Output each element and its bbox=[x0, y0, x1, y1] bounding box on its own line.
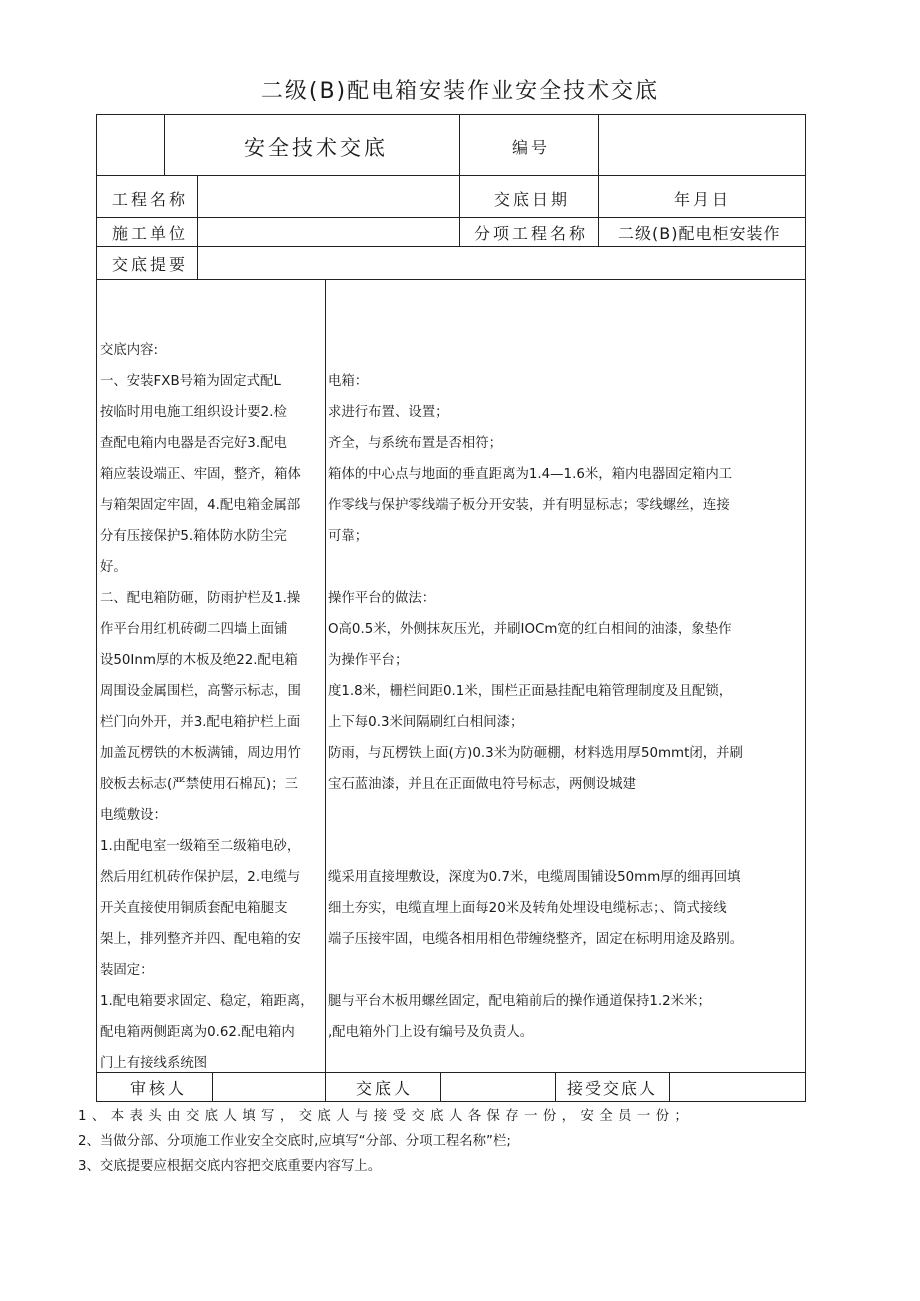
left-line: 设50Inm厚的木板及绝22.配电箱 bbox=[100, 653, 298, 668]
left-line: 与箱架固定牢固，4.配电箱金属部 bbox=[100, 498, 301, 513]
footnote-3: 3、交底提要应根据交底内容把交底重要内容写上。 bbox=[78, 1159, 382, 1174]
date-field[interactable]: 年月日 bbox=[674, 190, 732, 209]
right-line bbox=[328, 552, 803, 583]
sub-project-label: 分项工程名称 bbox=[474, 224, 589, 243]
footnote-1: 1、本表头由交底人填写，交底人与接受交底人各保存一份，安全员一份； bbox=[78, 1109, 694, 1124]
left-line: 查配电箱内电器是否完好3.配电 bbox=[100, 436, 287, 451]
left-line: 二、配电箱防砸，防雨护栏及1.操 bbox=[100, 591, 301, 606]
construction-unit-label: 施工单位 bbox=[112, 224, 189, 243]
right-line: 细土夯实，电缆直埋上面每20米及转角处埋设电缆标志；、筒式接线 bbox=[328, 901, 727, 916]
right-line: 为操作平台； bbox=[328, 653, 409, 668]
left-line: 开关直接使用铜质套配电箱腿支 bbox=[100, 901, 288, 916]
left-line: 电缆敷设： bbox=[100, 808, 167, 823]
left-line: 一、安装FXB号箱为固定式配L bbox=[100, 374, 281, 389]
col-divider bbox=[164, 114, 165, 175]
col-divider bbox=[325, 1072, 326, 1102]
reviewer-field[interactable] bbox=[216, 1076, 321, 1098]
right-line: 操作平台的做法： bbox=[328, 591, 436, 606]
project-name-label: 工程名称 bbox=[112, 190, 189, 209]
right-line: 求进行布置、设置； bbox=[328, 405, 449, 420]
left-line: 然后用红机砖作保护层，2.电缆与 bbox=[100, 870, 301, 885]
left-line: 1.由配电室一级箱至二级箱电砂， bbox=[100, 839, 301, 854]
col-divider bbox=[598, 114, 599, 175]
row-divider bbox=[96, 246, 806, 247]
right-line: 可靠； bbox=[328, 529, 369, 544]
project-name-field[interactable] bbox=[204, 187, 454, 209]
reviewer-label: 审核人 bbox=[130, 1079, 188, 1098]
col-divider bbox=[598, 175, 599, 246]
right-line: 作零线与保护零线端子板分开安装，并有明显标志；零线螺丝，连接 bbox=[328, 498, 730, 513]
col-divider bbox=[459, 114, 460, 175]
right-line: 宝石蓝油漆，并且在正面做电符号标志，两侧设城建 bbox=[328, 777, 636, 792]
right-line: 防雨，与瓦楞铁上面(方)0.3米为防砸棚，材料选用厚50mmt闭，并刷 bbox=[328, 746, 743, 761]
right-line: 腿与平台木板用螺丝固定，配电箱前后的操作通道保持1.2米米； bbox=[328, 994, 711, 1009]
left-line: 周围设金属围栏，高警示标志，围 bbox=[100, 684, 301, 699]
left-line: 架上，排列整齐并四、配电箱的安 bbox=[100, 932, 301, 947]
left-line: 胶板去标志(严禁使用石棉瓦)；三 bbox=[100, 777, 298, 792]
discloser-label: 交底人 bbox=[356, 1079, 414, 1098]
right-line: ,配电箱外门上设有编号及负责人。 bbox=[328, 1025, 534, 1040]
left-line: 1.配电箱要求固定、稳定，箱距离， bbox=[100, 994, 314, 1009]
right-line: 上下每0.3米间隔刷红白相间漆； bbox=[328, 715, 524, 730]
left-line: 箱应装设端正、牢固，整齐，箱体 bbox=[100, 467, 301, 482]
footnote-2: 2、当做分部、分项施工作业安全交底时,应填写“分部、分项工程名称”栏; bbox=[78, 1134, 511, 1149]
right-line bbox=[328, 831, 803, 862]
right-line: 缆采用直接埋敷设，深度为0.7米，电缆周围铺设50mm厚的细再回填 bbox=[328, 870, 741, 885]
receiver-field[interactable] bbox=[673, 1076, 801, 1098]
receiver-label: 接受交底人 bbox=[567, 1079, 658, 1098]
date-label: 交底日期 bbox=[494, 190, 571, 209]
col-divider bbox=[325, 279, 326, 1072]
left-line: 分有压接保护5.箱体防水防尘完 bbox=[100, 529, 287, 544]
left-line: 作平台用红机砖砌二四墙上面铺 bbox=[100, 622, 288, 637]
right-line bbox=[328, 1048, 803, 1079]
number-label: 编号 bbox=[512, 138, 551, 157]
row-divider bbox=[96, 217, 806, 218]
left-line: 交底内容: bbox=[100, 343, 159, 358]
form-title: 安全技术交底 bbox=[244, 136, 388, 160]
row-divider bbox=[96, 175, 806, 176]
left-line: 栏门向外开，并3.配电箱护栏上面 bbox=[100, 715, 301, 730]
number-field[interactable] bbox=[605, 135, 800, 157]
left-line: 加盖瓦楞铁的木板满铺，周边用竹 bbox=[100, 746, 301, 761]
content-right-column bbox=[328, 335, 803, 1079]
right-line: 端子压接牢固，电缆各相用相色带缠绕整齐，固定在标明用途及路别。 bbox=[328, 932, 744, 947]
col-divider bbox=[459, 175, 460, 246]
right-line bbox=[328, 335, 803, 366]
left-line: 好。 bbox=[100, 560, 127, 575]
document-title: 二级(B)配电箱安装作业安全技术交底 bbox=[260, 79, 660, 104]
summary-field[interactable] bbox=[204, 252, 799, 274]
right-line: 箱体的中心点与地面的垂直距离为1.4—1.6米，箱内电器固定箱内工 bbox=[328, 467, 733, 482]
col-divider bbox=[197, 175, 198, 279]
summary-label: 交底提要 bbox=[112, 255, 189, 274]
discloser-field[interactable] bbox=[444, 1076, 549, 1098]
right-line: 电箱： bbox=[328, 374, 369, 389]
sub-project-field[interactable]: 二级(B)配电柜安装作 bbox=[618, 224, 781, 243]
right-line bbox=[328, 800, 803, 831]
right-line bbox=[328, 955, 803, 986]
content-left-column bbox=[100, 335, 324, 1079]
right-line: O高0.5米，外侧抹灰压光，并刷IOCm宽的红白相间的油漆，象垫作 bbox=[328, 622, 732, 637]
right-line: 度1.8米，栅栏间距0.1米，围栏正面悬挂配电箱管理制度及且配锁， bbox=[328, 684, 733, 699]
right-line: 齐全，与系统布置是否相符； bbox=[328, 436, 503, 451]
construction-unit-field[interactable] bbox=[204, 221, 454, 243]
left-line: 装固定： bbox=[100, 963, 154, 978]
left-line: 门上有接线系统图 bbox=[100, 1056, 208, 1071]
left-line: 配电箱两侧距离为0.62.配电箱内 bbox=[100, 1025, 295, 1040]
row-divider bbox=[96, 279, 806, 280]
left-line: 按临时用电施工组织设计要2.检 bbox=[100, 405, 287, 420]
